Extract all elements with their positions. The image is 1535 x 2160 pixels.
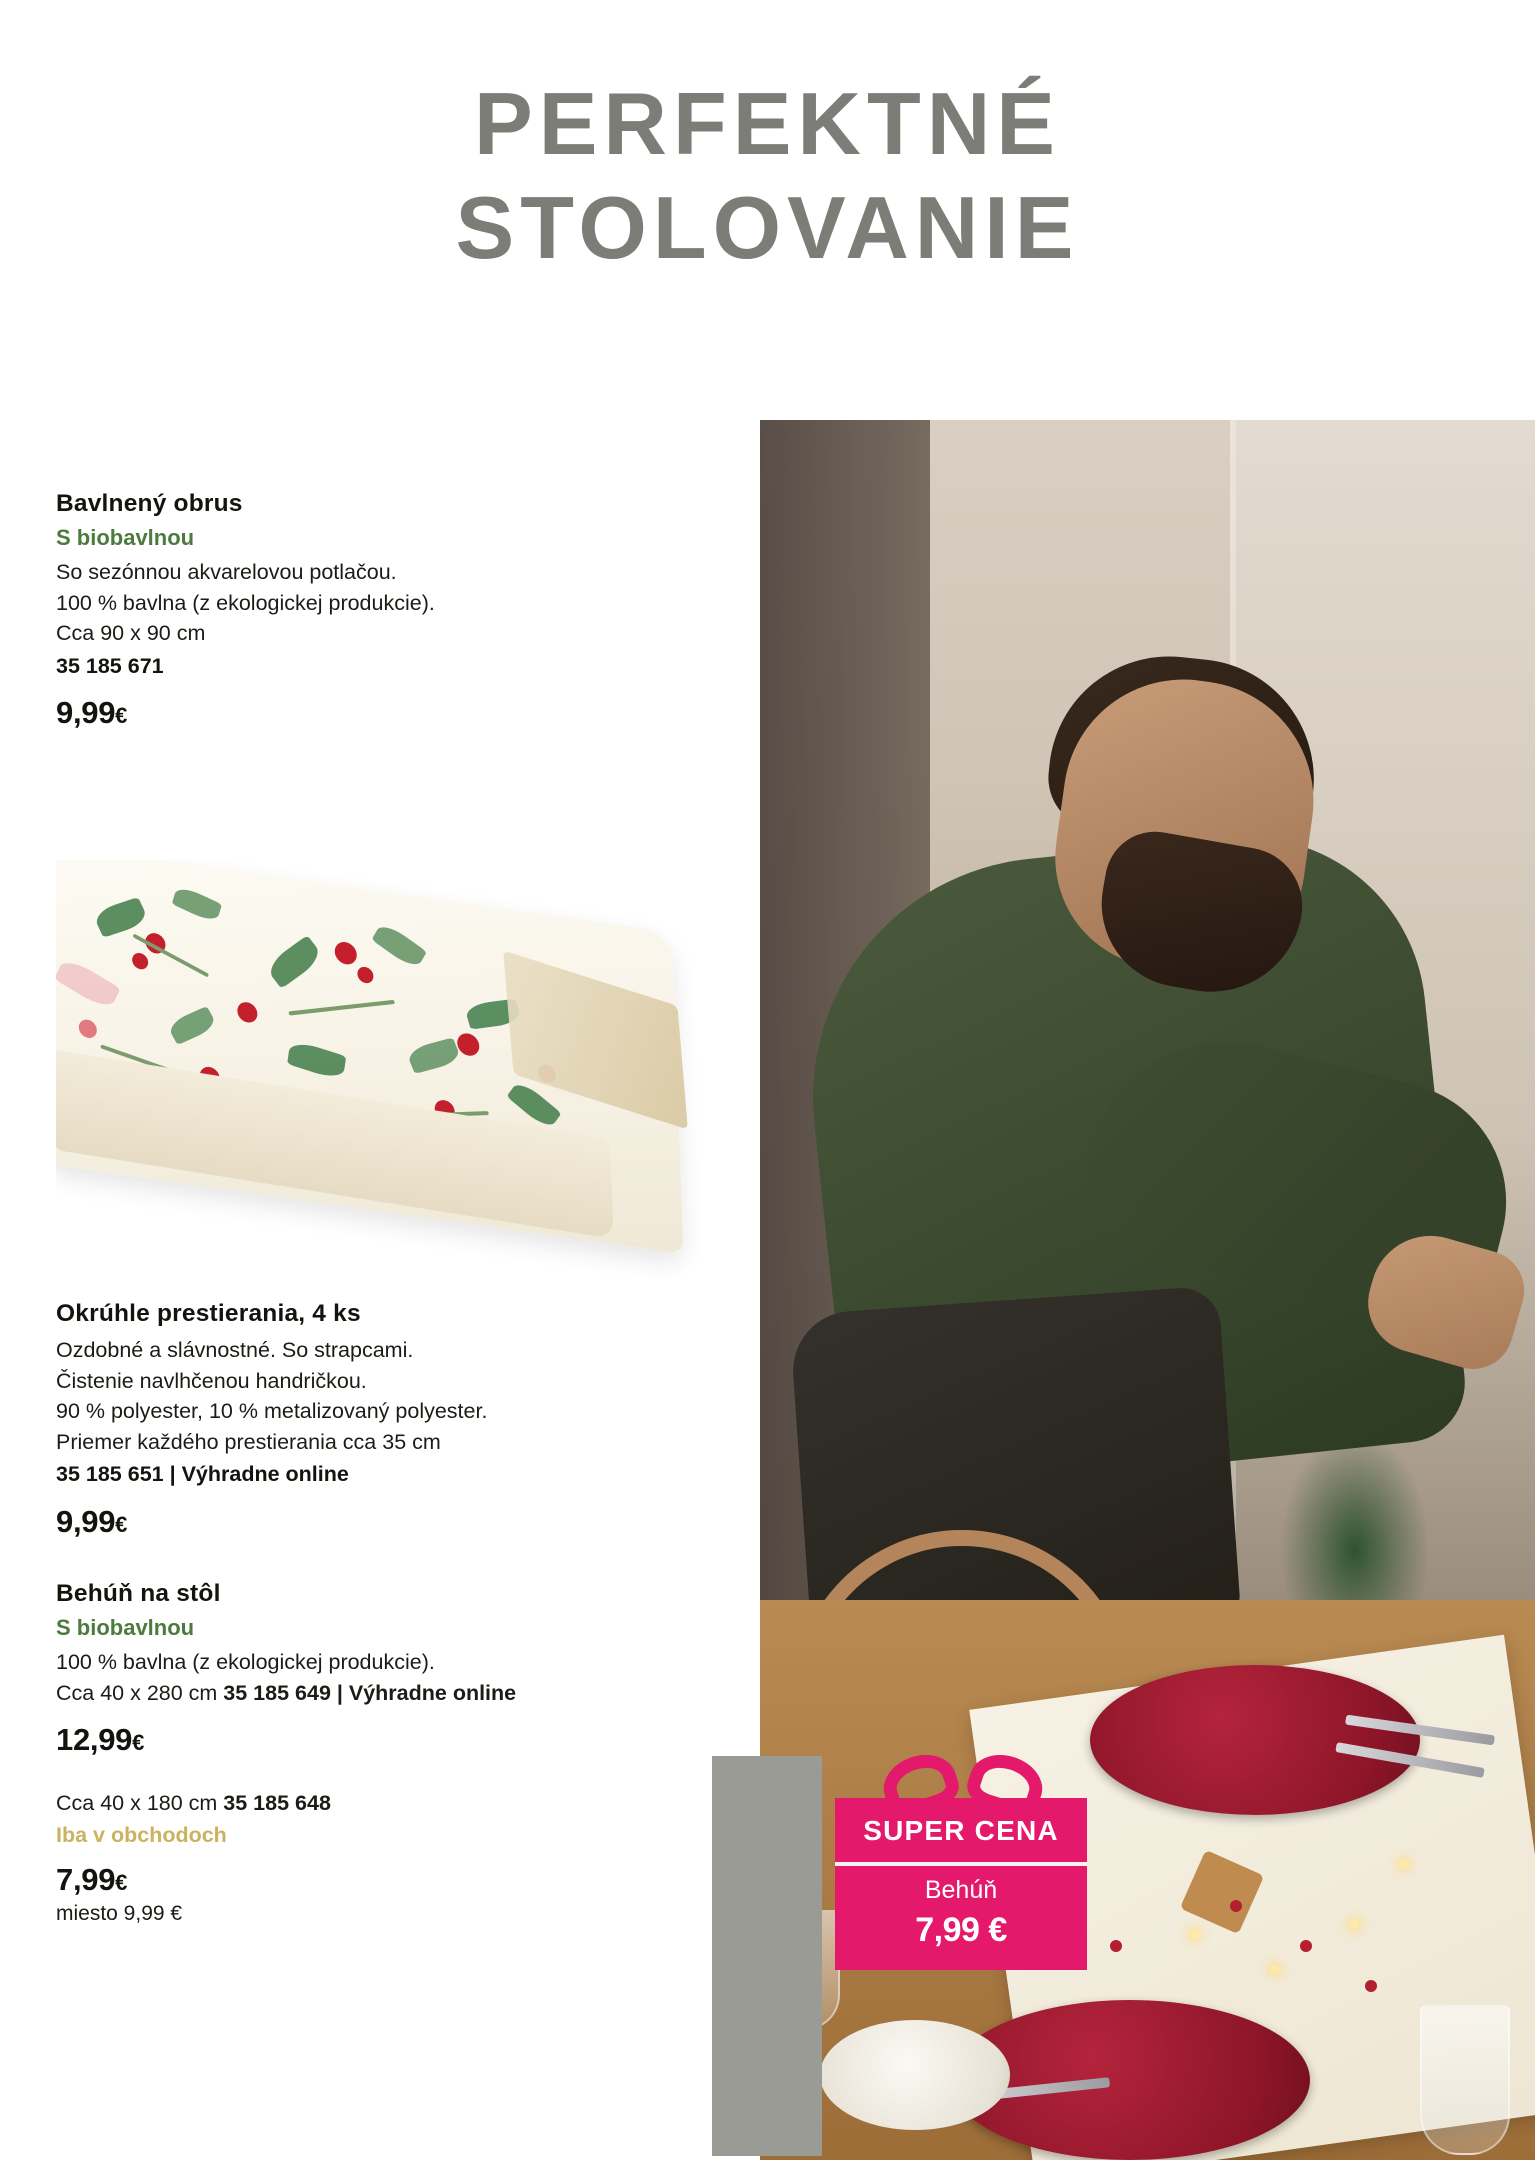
photo-plate [820,2020,1010,2130]
pattern-leaf-pink [56,955,120,1012]
pattern-leaf [172,884,222,925]
photo-berry-decoration [1300,1940,1312,1952]
product-size: Cca 40 x 280 cm [56,1680,224,1705]
product-price-currency: € [115,703,128,729]
photo-glass [1420,2005,1510,2155]
photo-fairy-light [1270,1965,1279,1974]
photo-berry-decoration [1110,1940,1122,1952]
product-price-currency: € [132,1730,145,1756]
gray-divider-strip [712,1756,822,2156]
product-price [56,1504,706,1540]
photo-fairy-light [1400,1860,1409,1869]
product-description-1: 100 % bavlna (z ekologickej produkcie). [56,1650,435,1674]
badge-product-label: Behúň [924,1876,998,1904]
product-variant-code: 35 185 648 [223,1791,331,1816]
product-title: Okrúhle prestierania, 4 ks [56,1300,361,1327]
product-bavlneny-obrus [56,490,706,731]
product-list-column [56,490,706,1925]
super-price-badge [835,1798,1087,1970]
page-title-line-1: PERFEKTNÉ [474,74,1061,173]
pattern-berry [237,1001,258,1024]
product-eco-label: S biobavlnou [56,1615,195,1640]
pattern-berry [334,941,357,966]
product-price-currency: € [115,1511,128,1537]
product-variant-old-price: miesto 9,99 € [56,1901,183,1925]
product-price-value: 12,99 [56,1722,133,1758]
badge-title: SUPER CENA [835,1798,1087,1862]
product-photo-tablecloth [56,860,756,1290]
photo-fairy-light [1190,1930,1199,1939]
product-title: Bavlnený obrus [56,490,243,517]
photo-fairy-light [1350,1920,1359,1929]
product-variant-size: Cca 40 x 180 cm [56,1791,224,1816]
badge-price: 7,99 € [915,1911,1007,1949]
product-description-3: 90 % polyester, 10 % metalizovaný polyester. [56,1399,488,1424]
product-description-1: So sezónnou akvarelovou potlačou. [56,560,397,584]
pattern-berry [457,1032,480,1057]
product-price-value: 9,99 [56,1503,116,1539]
product-title: Behúň na stôl [56,1580,221,1607]
product-size: Cca 90 x 90 cm [56,621,206,646]
tablecloth-illustration [56,888,698,1248]
product-variant-price-currency: € [115,1869,128,1895]
pattern-berry-soft [79,1018,98,1039]
product-price [56,695,706,731]
pattern-leaf [166,1006,218,1045]
product-size: Priemer každého prestierania cca 35 cm [56,1429,441,1454]
product-description-2: Čistenie navlhčenou handričkou. [56,1368,367,1393]
badge-body [835,1862,1087,1970]
pattern-stem [288,1000,395,1016]
product-description-1: Ozdobné a slávnostné. So strapcami. [56,1338,414,1362]
pattern-leaf [371,921,426,971]
photo-placemat-1 [1090,1665,1420,1815]
pattern-leaf [92,897,150,938]
product-size-and-code [56,1678,706,1709]
product-price-value: 9,99 [56,695,116,731]
product-code: 35 185 671 [56,653,164,678]
pattern-berry [132,952,149,970]
product-price [56,1722,706,1758]
pattern-leaf [264,935,324,989]
pattern-leaf [405,1038,462,1074]
page-title [0,0,1535,280]
product-code: 35 185 649 | Výhradne online [223,1680,517,1705]
product-variant-price [56,1862,706,1898]
product-behun-na-stol [56,1580,706,1926]
page-title-line-2: STOLOVANIE [455,177,1080,277]
product-code: 35 185 651 | Výhradne online [56,1462,349,1487]
product-variant-availability-note: Iba v obchodoch [56,1822,227,1847]
product-variant-price-value: 7,99 [56,1861,116,1897]
product-eco-label: S biobavlnou [56,525,195,550]
pattern-leaf [287,1039,346,1082]
photo-berry-decoration [1365,1980,1377,1992]
product-description-2: 100 % bavlna (z ekologickej produkcie). [56,590,435,615]
product-variant-size-and-code [56,1788,706,1819]
pattern-berry [357,966,374,984]
catalog-page-body [0,430,1535,2160]
product-okruhle-prestierania [56,1300,706,1540]
photo-berry-decoration [1230,1900,1242,1912]
